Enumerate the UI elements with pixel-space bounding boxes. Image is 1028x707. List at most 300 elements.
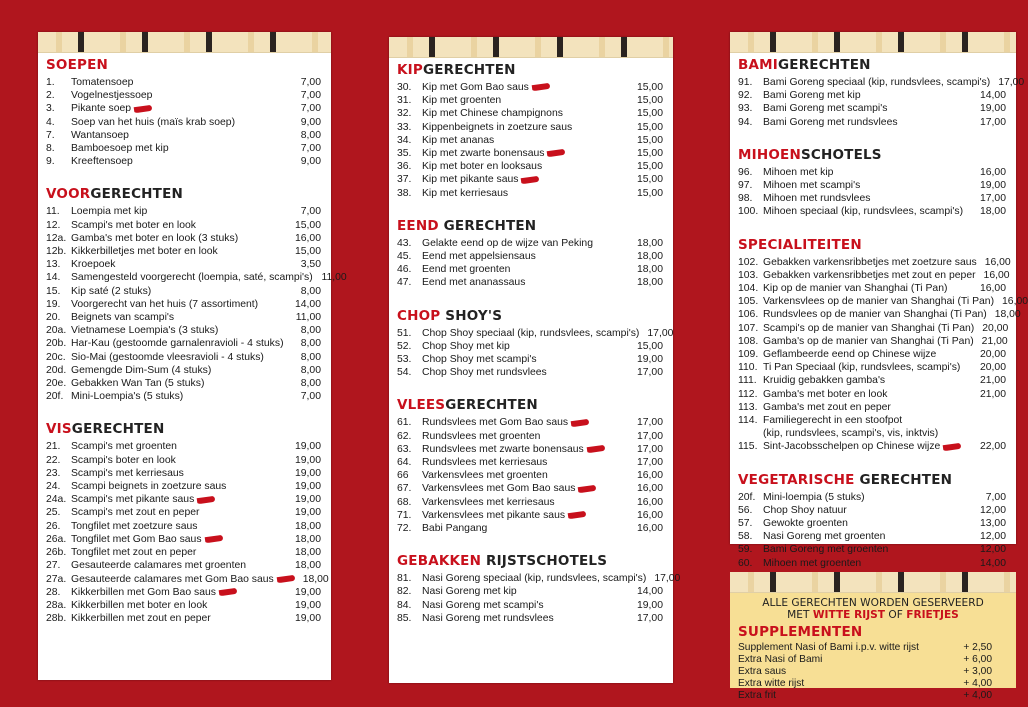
item-number: 106. bbox=[738, 309, 759, 321]
notice-line-2 bbox=[730, 609, 1016, 621]
item-number: 71. bbox=[397, 509, 412, 521]
item-price: 18,00 bbox=[294, 533, 321, 545]
item-number: 105. bbox=[738, 296, 759, 308]
item-number: 103. bbox=[738, 269, 759, 281]
menu-item bbox=[397, 469, 663, 482]
item-number: 72. bbox=[397, 523, 412, 535]
item-price: 19,00 bbox=[294, 586, 321, 598]
item-number: 11. bbox=[46, 206, 60, 218]
item-number: 27a. bbox=[46, 573, 67, 585]
item-number: 47. bbox=[397, 277, 412, 289]
menu-section bbox=[389, 553, 681, 625]
menu-panel-middle bbox=[389, 37, 681, 683]
item-name: Babi Pangang bbox=[422, 523, 488, 535]
item-price: 8,00 bbox=[300, 285, 321, 297]
item-price: 15,00 bbox=[294, 219, 321, 231]
menu-item bbox=[46, 586, 321, 599]
menu-section bbox=[389, 62, 673, 200]
item-price: 17,00 bbox=[654, 573, 681, 585]
menu-item bbox=[738, 192, 1006, 205]
menu-item bbox=[738, 361, 1006, 374]
item-number: 3. bbox=[46, 103, 55, 115]
item-price: 8,00 bbox=[300, 378, 321, 390]
item-price: 19,00 bbox=[636, 599, 663, 611]
item-price: 17,00 bbox=[636, 443, 663, 455]
item-name: Kikkerbilletjes met boter en look bbox=[71, 246, 218, 258]
item-price: 19,00 bbox=[294, 494, 321, 506]
menu-item bbox=[738, 414, 1006, 427]
item-price: 12,00 bbox=[979, 531, 1006, 543]
panel-banner bbox=[730, 32, 1016, 53]
menu-section bbox=[389, 308, 673, 380]
menu-item bbox=[738, 530, 1006, 543]
menu-item bbox=[46, 493, 321, 506]
menu-item bbox=[738, 491, 1006, 504]
item-number: 96. bbox=[738, 166, 753, 178]
item-name: Varkensvlees met Gom Bao saus bbox=[422, 482, 629, 495]
section-title: KIPGERECHTEN bbox=[397, 62, 516, 78]
menu-item bbox=[397, 599, 663, 612]
item-name: Mihoen met groenten bbox=[763, 557, 862, 569]
chili-pepper-icon bbox=[197, 495, 216, 503]
chili-pepper-icon bbox=[571, 418, 590, 426]
item-number: 94. bbox=[738, 116, 753, 128]
item-name: Gamba's op de manier van Shanghai (Ti Pan) bbox=[763, 335, 974, 347]
item-number: 35. bbox=[397, 148, 412, 160]
item-name: Rundsvlees met zwarte bonensaus bbox=[422, 443, 629, 456]
menu-item bbox=[46, 89, 321, 102]
item-number: 20f. bbox=[738, 491, 756, 503]
item-price: 15,00 bbox=[636, 121, 663, 133]
menu-item bbox=[397, 366, 663, 379]
item-number: 67. bbox=[397, 483, 412, 495]
item-price: 11,00 bbox=[295, 312, 321, 324]
item-name: Har-Kau (gestoomde garnalenravioli - 4 stuks) bbox=[71, 338, 284, 350]
item-price: 12,00 bbox=[979, 504, 1006, 516]
menu-item bbox=[46, 599, 321, 612]
chili-pepper-icon bbox=[219, 588, 238, 596]
item-price: 7,00 bbox=[300, 90, 321, 102]
item-name: Gelakte eend op de wijze van Peking bbox=[422, 237, 593, 249]
item-price: 3,50 bbox=[300, 259, 321, 271]
item-name: Varkensvlees met groenten bbox=[422, 470, 548, 482]
item-price: 15,00 bbox=[636, 174, 663, 186]
item-name: Kikkerbillen met boter en look bbox=[71, 599, 208, 611]
section-title: CHOP SHOY'S bbox=[397, 307, 503, 324]
serving-notice bbox=[730, 597, 1016, 621]
item-number: 107. bbox=[738, 322, 759, 334]
item-name: Pikante soep bbox=[71, 102, 287, 115]
item-number: 34. bbox=[397, 134, 412, 146]
item-price: 17,00 bbox=[998, 77, 1025, 88]
supplements-title: SUPPLEMENTEN bbox=[738, 624, 863, 640]
menu-item bbox=[397, 612, 663, 625]
menu-item bbox=[738, 440, 1006, 453]
item-price: 14,00 bbox=[294, 298, 321, 310]
item-name: Mihoen met kip bbox=[763, 166, 834, 178]
item-number: 114. bbox=[738, 415, 758, 427]
item-name: Vietnamese Loempia's (3 stuks) bbox=[71, 325, 219, 337]
menu-item bbox=[46, 480, 321, 493]
item-name: Scampi beignets in zoetzure saus bbox=[71, 481, 227, 493]
item-number: 84. bbox=[397, 599, 412, 611]
item-name: Sio-Mai (gestoomde vleesravioli - 4 stuks) bbox=[71, 351, 264, 363]
item-number: 20e. bbox=[46, 378, 67, 390]
item-price: 19,00 bbox=[294, 454, 321, 466]
item-price: 18,00 bbox=[994, 309, 1021, 321]
item-number: 112. bbox=[738, 388, 758, 400]
item-number: 13. bbox=[46, 259, 61, 271]
menu-item bbox=[46, 377, 321, 390]
menu-item bbox=[46, 285, 321, 298]
item-number: 28b. bbox=[46, 613, 67, 625]
item-name: Rundsvlees op de manier van Shanghai (Ti Pan) bbox=[763, 309, 987, 321]
item-number: 24. bbox=[46, 481, 61, 493]
menu-item bbox=[397, 263, 663, 276]
item-price: 8,00 bbox=[300, 338, 321, 350]
menu-item bbox=[738, 388, 1006, 401]
item-price: 14,00 bbox=[979, 90, 1006, 102]
item-number: 23. bbox=[46, 467, 61, 479]
menu-item bbox=[46, 506, 321, 519]
item-number: 100. bbox=[738, 206, 759, 218]
chili-pepper-icon bbox=[532, 83, 551, 91]
item-name: Kip met zwarte bonensaus bbox=[422, 147, 629, 160]
item-price: 15,00 bbox=[636, 134, 663, 146]
menu-item bbox=[46, 129, 321, 142]
item-name: Loempia met kip bbox=[71, 206, 148, 218]
item-name: Vogelnestjessoep bbox=[71, 90, 153, 102]
item-price: 16,00 bbox=[979, 166, 1006, 178]
item-name: Kreeftensoep bbox=[71, 156, 133, 168]
menu-item bbox=[397, 482, 663, 495]
menu-item bbox=[397, 187, 663, 200]
item-name: Scampi's met boter en look bbox=[71, 219, 196, 231]
item-price: 7,00 bbox=[985, 491, 1006, 503]
item-number: 53. bbox=[397, 354, 412, 366]
item-price: 16,00 bbox=[636, 509, 663, 521]
item-price: 18,00 bbox=[294, 560, 321, 572]
item-number: 24a. bbox=[46, 494, 67, 506]
menu-item bbox=[46, 116, 321, 129]
menu-section bbox=[389, 218, 673, 290]
menu-item bbox=[46, 311, 321, 324]
menu-item bbox=[46, 102, 321, 115]
item-price: 15,00 bbox=[636, 161, 663, 173]
menu-item bbox=[397, 134, 663, 147]
menu-item bbox=[397, 522, 663, 535]
item-name: Gebakken varkensribbetjes met zout en peper bbox=[763, 269, 976, 281]
menu-item bbox=[46, 258, 321, 271]
item-number: 20c. bbox=[46, 351, 66, 363]
chili-pepper-icon bbox=[547, 149, 566, 157]
item-name: Mihoen met scampi's bbox=[763, 180, 861, 192]
item-price: 16,00 bbox=[636, 483, 663, 495]
item-price: 19,00 bbox=[294, 467, 321, 479]
item-name: Sint-Jacobsschelpen op Chinese wijze bbox=[763, 440, 972, 453]
item-name: Chop Shoy natuur bbox=[763, 504, 847, 516]
menu-item bbox=[738, 76, 1025, 89]
chili-pepper-icon bbox=[521, 175, 540, 183]
item-number: 91. bbox=[738, 77, 753, 88]
item-number: 26b. bbox=[46, 547, 67, 559]
item-name: Bami Goreng speciaal (kip, rundsvlees, scampi's) bbox=[763, 77, 991, 88]
menu-section bbox=[730, 147, 1016, 219]
item-name: Tongfilet met zoetzure saus bbox=[71, 520, 198, 532]
item-number: 108. bbox=[738, 335, 759, 347]
menu-section bbox=[730, 236, 1028, 454]
notice-fries: FRIETJES bbox=[906, 609, 959, 621]
item-name: Scampi's boter en look bbox=[71, 454, 176, 466]
menu-item bbox=[46, 546, 321, 559]
item-number: 92. bbox=[738, 90, 753, 102]
item-price: 11,00 bbox=[321, 272, 347, 284]
item-number: 37. bbox=[397, 174, 412, 186]
item-price: 13,00 bbox=[979, 518, 1006, 530]
item-name: Kip saté (2 stuks) bbox=[71, 285, 152, 297]
item-number: 28. bbox=[46, 586, 61, 598]
menu-item bbox=[397, 147, 663, 160]
item-price: 16,00 bbox=[636, 470, 663, 482]
item-name: Kruidig gebakken gamba's bbox=[763, 375, 886, 387]
item-price: 22,00 bbox=[979, 441, 1006, 453]
item-price: 17,00 bbox=[636, 430, 663, 442]
menu-item bbox=[46, 205, 321, 218]
item-name: Kikkerbillen met zout en peper bbox=[71, 613, 211, 625]
item-number: 46. bbox=[397, 264, 412, 276]
menu-item bbox=[397, 430, 663, 443]
item-name: Scampi's met groenten bbox=[71, 441, 177, 453]
menu-section bbox=[38, 421, 331, 625]
item-number: 12a. bbox=[46, 232, 67, 244]
item-number: 28a. bbox=[46, 599, 67, 611]
menu-item bbox=[738, 269, 1010, 282]
menu-item bbox=[46, 390, 321, 403]
menu-section bbox=[389, 397, 673, 535]
item-price: 14,00 bbox=[636, 586, 663, 598]
menu-item bbox=[738, 116, 1006, 129]
item-price: 15,00 bbox=[636, 187, 663, 199]
item-name: Chop Shoy speciaal (kip, rundsvlees, scampi's) bbox=[422, 327, 640, 339]
menu-item bbox=[738, 102, 1006, 115]
item-name: Gebakken Wan Tan (5 stuks) bbox=[71, 378, 205, 390]
menu-item bbox=[738, 295, 1028, 308]
item-name: Gamba's met boter en look bbox=[763, 388, 888, 400]
item-price: 17,00 bbox=[647, 327, 674, 339]
menu-item bbox=[738, 374, 1006, 387]
item-number: 113. bbox=[738, 401, 758, 413]
item-number: 56. bbox=[738, 504, 753, 516]
item-number: 82. bbox=[397, 586, 412, 598]
item-number: 8. bbox=[46, 143, 55, 155]
item-price: 19,00 bbox=[294, 441, 321, 453]
menu-item bbox=[46, 298, 321, 311]
menu-item bbox=[397, 456, 663, 469]
item-price: 18,00 bbox=[636, 277, 663, 289]
item-number: 62. bbox=[397, 430, 412, 442]
item-price: 7,00 bbox=[300, 391, 321, 403]
menu-item bbox=[46, 467, 321, 480]
item-number: 63. bbox=[397, 443, 412, 455]
item-number: 102. bbox=[738, 256, 759, 268]
item-price: 18,00 bbox=[636, 237, 663, 249]
chili-pepper-icon bbox=[134, 104, 153, 112]
item-price: 19,00 bbox=[294, 481, 321, 493]
chili-pepper-icon bbox=[204, 535, 223, 543]
menu-item bbox=[738, 543, 1006, 556]
item-number: 85. bbox=[397, 612, 412, 624]
menu-item bbox=[397, 121, 663, 134]
menu-item bbox=[46, 76, 321, 89]
item-price: 21,00 bbox=[981, 335, 1008, 347]
item-name: Scampi's met zout en peper bbox=[71, 507, 200, 519]
item-name: Gesauteerde calamares met groenten bbox=[71, 560, 247, 572]
menu-item bbox=[738, 179, 1006, 192]
item-number: 57. bbox=[738, 518, 753, 530]
chili-pepper-icon bbox=[943, 442, 962, 450]
item-name: Eend met groenten bbox=[422, 264, 511, 276]
item-name: Mihoen speciaal (kip, rundsvlees, scampi's) bbox=[763, 206, 964, 218]
item-price: 7,00 bbox=[300, 103, 321, 115]
item-name: Gebakken varkensribbetjes met zoetzure saus bbox=[763, 256, 977, 268]
item-name: Samengesteld voorgerecht (loempia, saté, scampi's) bbox=[71, 272, 313, 284]
item-price: 17,00 bbox=[636, 612, 663, 624]
menu-panel-left bbox=[38, 32, 347, 680]
item-number: 20f. bbox=[46, 391, 64, 403]
item-price: 16,00 bbox=[636, 523, 663, 535]
menu-item bbox=[397, 94, 663, 107]
menu-item bbox=[46, 232, 321, 245]
item-name: Kip met groenten bbox=[422, 95, 502, 107]
item-name: Kip met pikante saus bbox=[422, 173, 629, 186]
item-price: 7,00 bbox=[300, 77, 321, 88]
item-name: (kip, rundsvlees, scampi's, vis, inktvis) bbox=[763, 428, 939, 440]
chili-pepper-icon bbox=[276, 575, 295, 583]
menu-item bbox=[397, 585, 663, 598]
item-price: 17,00 bbox=[979, 116, 1006, 128]
item-price: 17,00 bbox=[636, 417, 663, 429]
menu-item bbox=[46, 533, 321, 546]
item-number: 93. bbox=[738, 103, 753, 115]
menu-item bbox=[46, 559, 321, 572]
item-price: 15,00 bbox=[294, 246, 321, 258]
menu-item bbox=[46, 364, 321, 377]
item-price: 16,00 bbox=[983, 269, 1010, 281]
item-price: 18,00 bbox=[294, 520, 321, 532]
item-number: 26a. bbox=[46, 533, 67, 545]
menu-item bbox=[397, 276, 663, 289]
item-name: Scampi's met kerriesaus bbox=[71, 467, 184, 479]
item-price: 19,00 bbox=[294, 599, 321, 611]
menu-item bbox=[738, 308, 1021, 321]
menu-item bbox=[46, 573, 329, 586]
item-number: 12. bbox=[46, 219, 61, 231]
item-name: Nasi Goreng met rundsvlees bbox=[422, 612, 554, 624]
supplements-panel bbox=[730, 572, 1016, 701]
menu-item bbox=[738, 282, 1006, 295]
item-name: Mihoen met rundsvlees bbox=[763, 193, 871, 205]
item-name: Kip met ananas bbox=[422, 134, 495, 146]
supplement-row: Extra Nasi of Bami + 6,00 bbox=[738, 654, 992, 665]
item-number: 27. bbox=[46, 560, 61, 572]
item-number: 20. bbox=[46, 312, 61, 324]
item-number: 32. bbox=[397, 108, 412, 120]
item-price: 21,00 bbox=[979, 375, 1006, 387]
item-price: 20,00 bbox=[982, 322, 1009, 334]
item-name: Kip met boter en looksaus bbox=[422, 161, 543, 173]
item-price: 15,00 bbox=[636, 148, 663, 160]
menu-panel-right bbox=[730, 32, 1028, 569]
menu-item bbox=[46, 440, 321, 453]
menu-item bbox=[738, 205, 1006, 218]
item-name: Kippenbeignets in zoetzure saus bbox=[422, 121, 573, 133]
menu-item bbox=[397, 353, 663, 366]
section-title: MIHOENSCHOTELS bbox=[738, 146, 882, 163]
menu-item bbox=[738, 256, 1011, 269]
item-name: Tomatensoep bbox=[71, 77, 134, 88]
item-number: 61. bbox=[397, 417, 412, 429]
item-number: 68. bbox=[397, 496, 412, 508]
menu-item bbox=[46, 454, 321, 467]
item-price: 16,00 bbox=[979, 283, 1006, 295]
item-price: 15,00 bbox=[636, 82, 663, 93]
supplement-row: Supplement Nasi of Bami i.p.v. witte rijst + 2,50 bbox=[738, 642, 992, 653]
section-title: SPECIALITEITEN bbox=[738, 236, 862, 253]
menu-section bbox=[730, 57, 1025, 129]
item-price: 8,00 bbox=[300, 325, 321, 337]
item-price: 8,00 bbox=[300, 129, 321, 141]
item-price: 19,00 bbox=[636, 354, 663, 366]
item-name: Nasi Goreng met scampi's bbox=[422, 599, 544, 611]
item-name: Eend met ananassaus bbox=[422, 277, 526, 289]
item-name: Chop Shoy met kip bbox=[422, 340, 510, 352]
item-price: 14,00 bbox=[979, 557, 1006, 569]
item-price: 18,00 bbox=[979, 206, 1006, 218]
item-name: Gamba's met boter en look (3 stuks) bbox=[71, 232, 239, 244]
item-number: 52. bbox=[397, 340, 412, 352]
menu-item bbox=[738, 89, 1006, 102]
item-price: 16,00 bbox=[984, 256, 1011, 268]
item-price: 16,00 bbox=[636, 496, 663, 508]
item-number: 26. bbox=[46, 520, 61, 532]
item-name: Scampi's met pikante saus bbox=[71, 493, 287, 506]
item-number: 21. bbox=[46, 441, 61, 453]
menu-item bbox=[397, 416, 663, 429]
menu-item bbox=[397, 572, 681, 585]
item-name: Nasi Goreng speciaal (kip, rundsvlees, scampi's) bbox=[422, 573, 647, 585]
supplement-row: Extra witte rijst + 4,00 bbox=[738, 678, 992, 689]
item-name: Varkensvlees op de manier van Shanghai (Ti Pan) bbox=[763, 296, 995, 308]
item-name: Beignets van scampi's bbox=[71, 312, 175, 324]
item-number: 115. bbox=[738, 441, 758, 453]
supplement-row: Extra frit + 4,00 bbox=[738, 690, 992, 701]
item-name: Gemengde Dim-Sum (4 stuks) bbox=[71, 364, 212, 376]
item-name: Varkensvlees met kerriesaus bbox=[422, 496, 555, 508]
item-price: 19,00 bbox=[294, 613, 321, 625]
item-number: 2. bbox=[46, 90, 55, 102]
item-number: 110. bbox=[738, 362, 758, 374]
item-number: 104. bbox=[738, 283, 759, 295]
item-name: Kip op de manier van Shanghai (Ti Pan) bbox=[763, 283, 948, 295]
item-name: Mini-loempia (5 stuks) bbox=[763, 491, 865, 503]
item-price: 18,00 bbox=[302, 573, 329, 585]
item-price: 17,00 bbox=[636, 367, 663, 379]
item-name: Kip met Chinese champignons bbox=[422, 108, 563, 120]
item-number: 81. bbox=[397, 573, 412, 585]
item-price: 9,00 bbox=[300, 156, 321, 168]
item-number: 7. bbox=[46, 129, 55, 141]
notice-rice: WITTE RIJST bbox=[812, 609, 886, 621]
